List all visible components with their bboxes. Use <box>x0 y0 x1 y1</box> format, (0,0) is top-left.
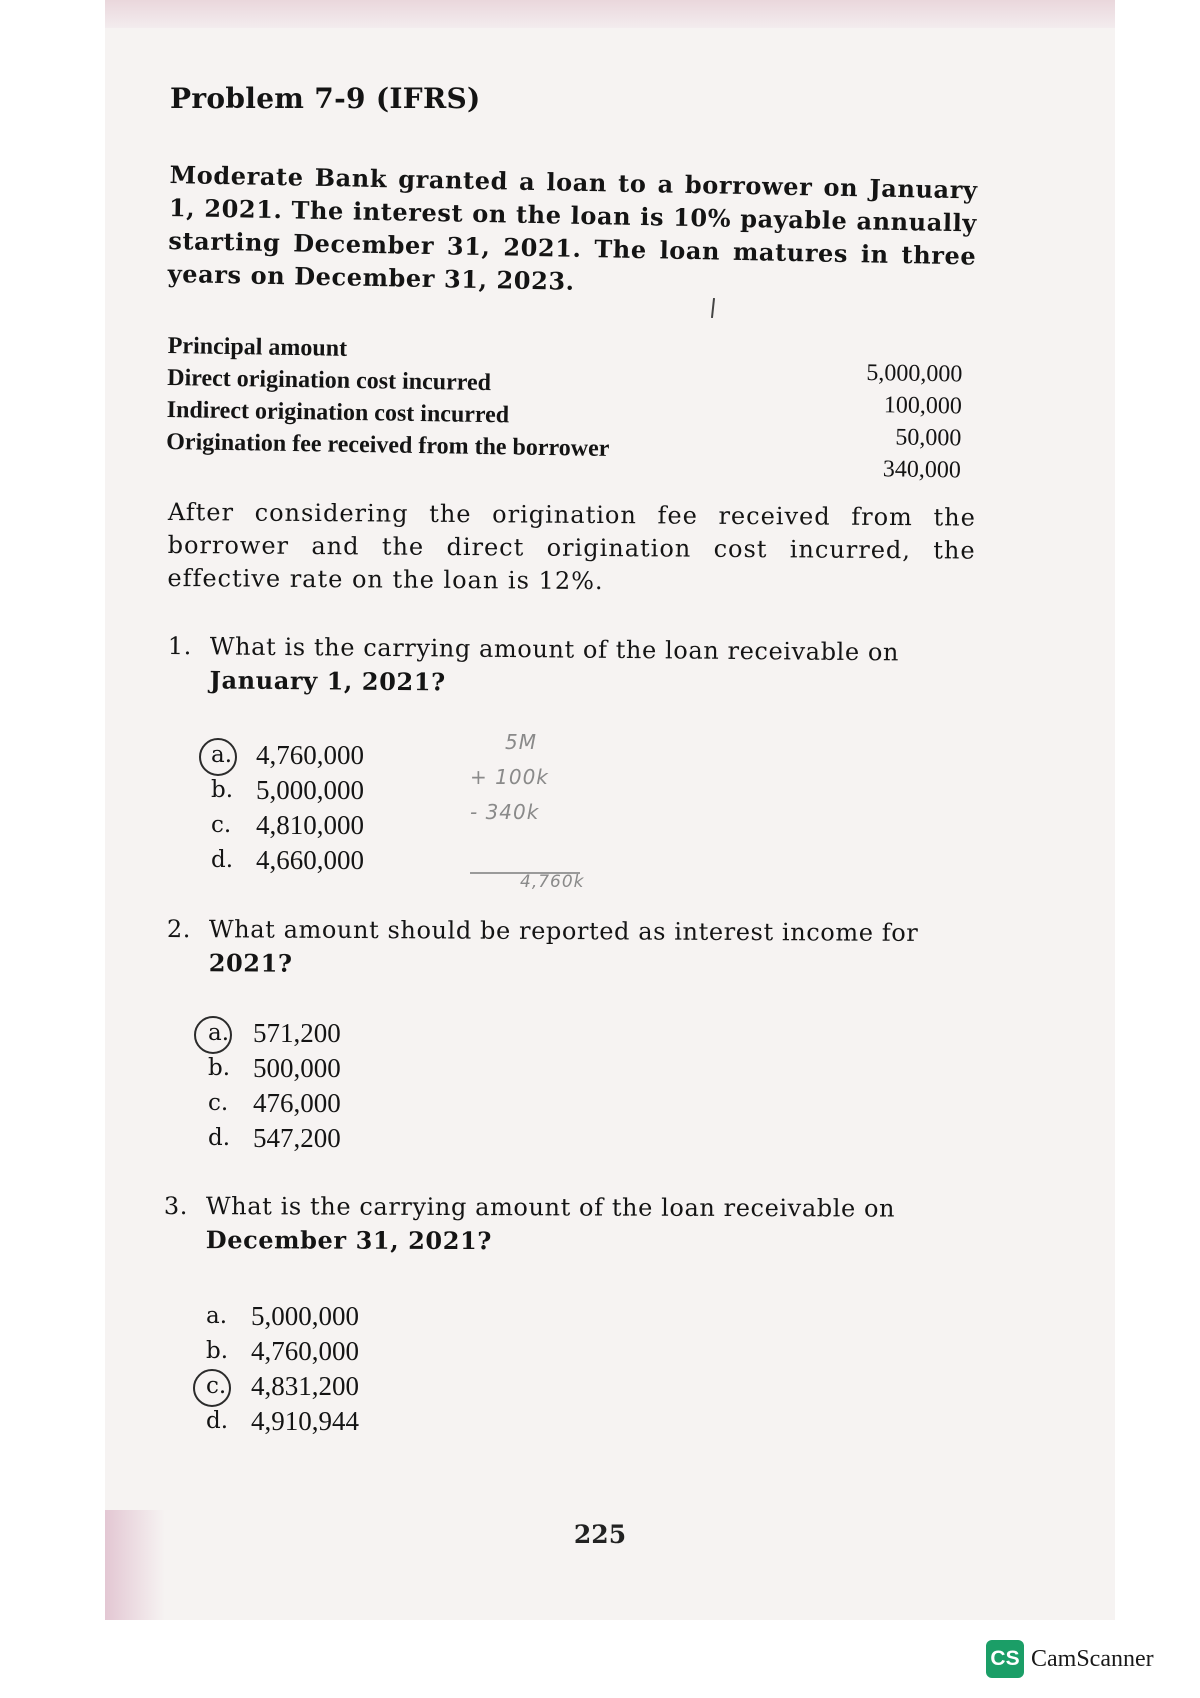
option-value: 4,760,000 <box>251 1336 359 1366</box>
answer-circle-q2 <box>194 1016 232 1054</box>
cost-amount: 100,000 <box>883 392 963 420</box>
camscanner-logo-icon: CS <box>986 1640 1024 1678</box>
problem-intro: Moderate Bank granted a loan to a borrower on January 1, 2021. The interest on the loan is 10% payable annually starting December 31, 2021. The loan matures in three years on December 31, 2023. <box>167 159 978 296</box>
question-date: January 1, 2021? <box>209 665 446 697</box>
option-b[interactable] <box>206 1334 359 1369</box>
question-text <box>209 913 974 984</box>
option-value: 4,810,000 <box>256 810 364 840</box>
cost-label: Indirect origination cost incurred <box>166 396 510 429</box>
option-value: 5,000,000 <box>251 1301 359 1331</box>
page-number: 225 <box>573 1520 627 1549</box>
camscanner-label: CamScanner <box>1031 1645 1154 1672</box>
effective-rate-text: After considering the origination fee received from the borrower and the direct origination cost incurred, the effective rate on the loan is 12%. <box>167 497 976 596</box>
answer-circle-q3 <box>193 1369 231 1407</box>
cost-label: Direct origination cost incurred <box>167 364 492 397</box>
option-value: 4,660,000 <box>256 845 364 875</box>
cost-amount: 5,000,000 <box>866 359 963 388</box>
scan-edge-top <box>105 0 1115 28</box>
option-letter: a. <box>211 742 233 768</box>
question-number: 3. <box>163 1192 189 1221</box>
option-value: 4,760,000 <box>256 740 364 770</box>
option-value: 547,200 <box>253 1123 341 1153</box>
option-value: 571,200 <box>253 1018 341 1048</box>
cost-amount: 50,000 <box>895 424 962 452</box>
option-letter: d. <box>211 847 234 873</box>
question-body: What is the carrying amount of the loan receivable on <box>209 632 900 667</box>
cost-amount: 340,000 <box>882 456 962 484</box>
cost-label: Origination fee received from the borrower <box>166 428 610 462</box>
options-q3 <box>206 1299 359 1439</box>
option-value: 5,000,000 <box>256 775 364 805</box>
handwritten-note: - 340k <box>470 800 540 824</box>
answer-circle-q1 <box>199 738 237 776</box>
question-number: 1. <box>167 631 193 661</box>
option-value: 476,000 <box>253 1088 341 1118</box>
handwritten-note: 5M <box>505 730 537 754</box>
option-value: 4,910,944 <box>251 1406 359 1436</box>
question-text <box>206 1190 971 1260</box>
option-a[interactable] <box>206 1299 359 1334</box>
option-value: 4,831,200 <box>251 1371 359 1401</box>
question-date: 2021? <box>208 948 293 978</box>
option-letter: b. <box>211 777 234 803</box>
option-b[interactable] <box>208 1051 341 1086</box>
option-letter: d. <box>208 1125 231 1151</box>
option-letter: b. <box>208 1055 231 1081</box>
option-letter: a. <box>206 1303 228 1329</box>
option-d[interactable] <box>206 1404 359 1439</box>
cost-label: Principal amount <box>167 332 348 362</box>
option-letter: d. <box>206 1408 229 1434</box>
option-c[interactable] <box>208 1086 341 1121</box>
question-text <box>209 630 975 704</box>
camscanner-badge <box>986 1640 1154 1678</box>
option-letter: c. <box>208 1090 229 1116</box>
option-letter: c. <box>211 812 232 838</box>
question-body: What amount should be reported as interest income for <box>208 915 919 947</box>
question-date: December 31, 2021? <box>205 1225 493 1256</box>
option-d[interactable] <box>208 1121 341 1156</box>
option-d[interactable] <box>211 843 364 878</box>
cost-table <box>166 330 963 484</box>
problem-title: Problem 7-9 (IFRS) <box>170 82 481 115</box>
handwritten-note: 4,760k <box>520 872 585 892</box>
option-letter: a. <box>208 1020 230 1046</box>
option-b[interactable] <box>211 773 364 808</box>
option-letter: c. <box>206 1373 227 1399</box>
question-number: 2. <box>166 915 192 944</box>
option-value: 500,000 <box>253 1053 341 1083</box>
option-c[interactable] <box>211 808 364 843</box>
question-body: What is the carrying amount of the loan receivable on <box>205 1192 896 1223</box>
option-letter: b. <box>206 1338 229 1364</box>
handwritten-note: + 100k <box>470 765 549 789</box>
